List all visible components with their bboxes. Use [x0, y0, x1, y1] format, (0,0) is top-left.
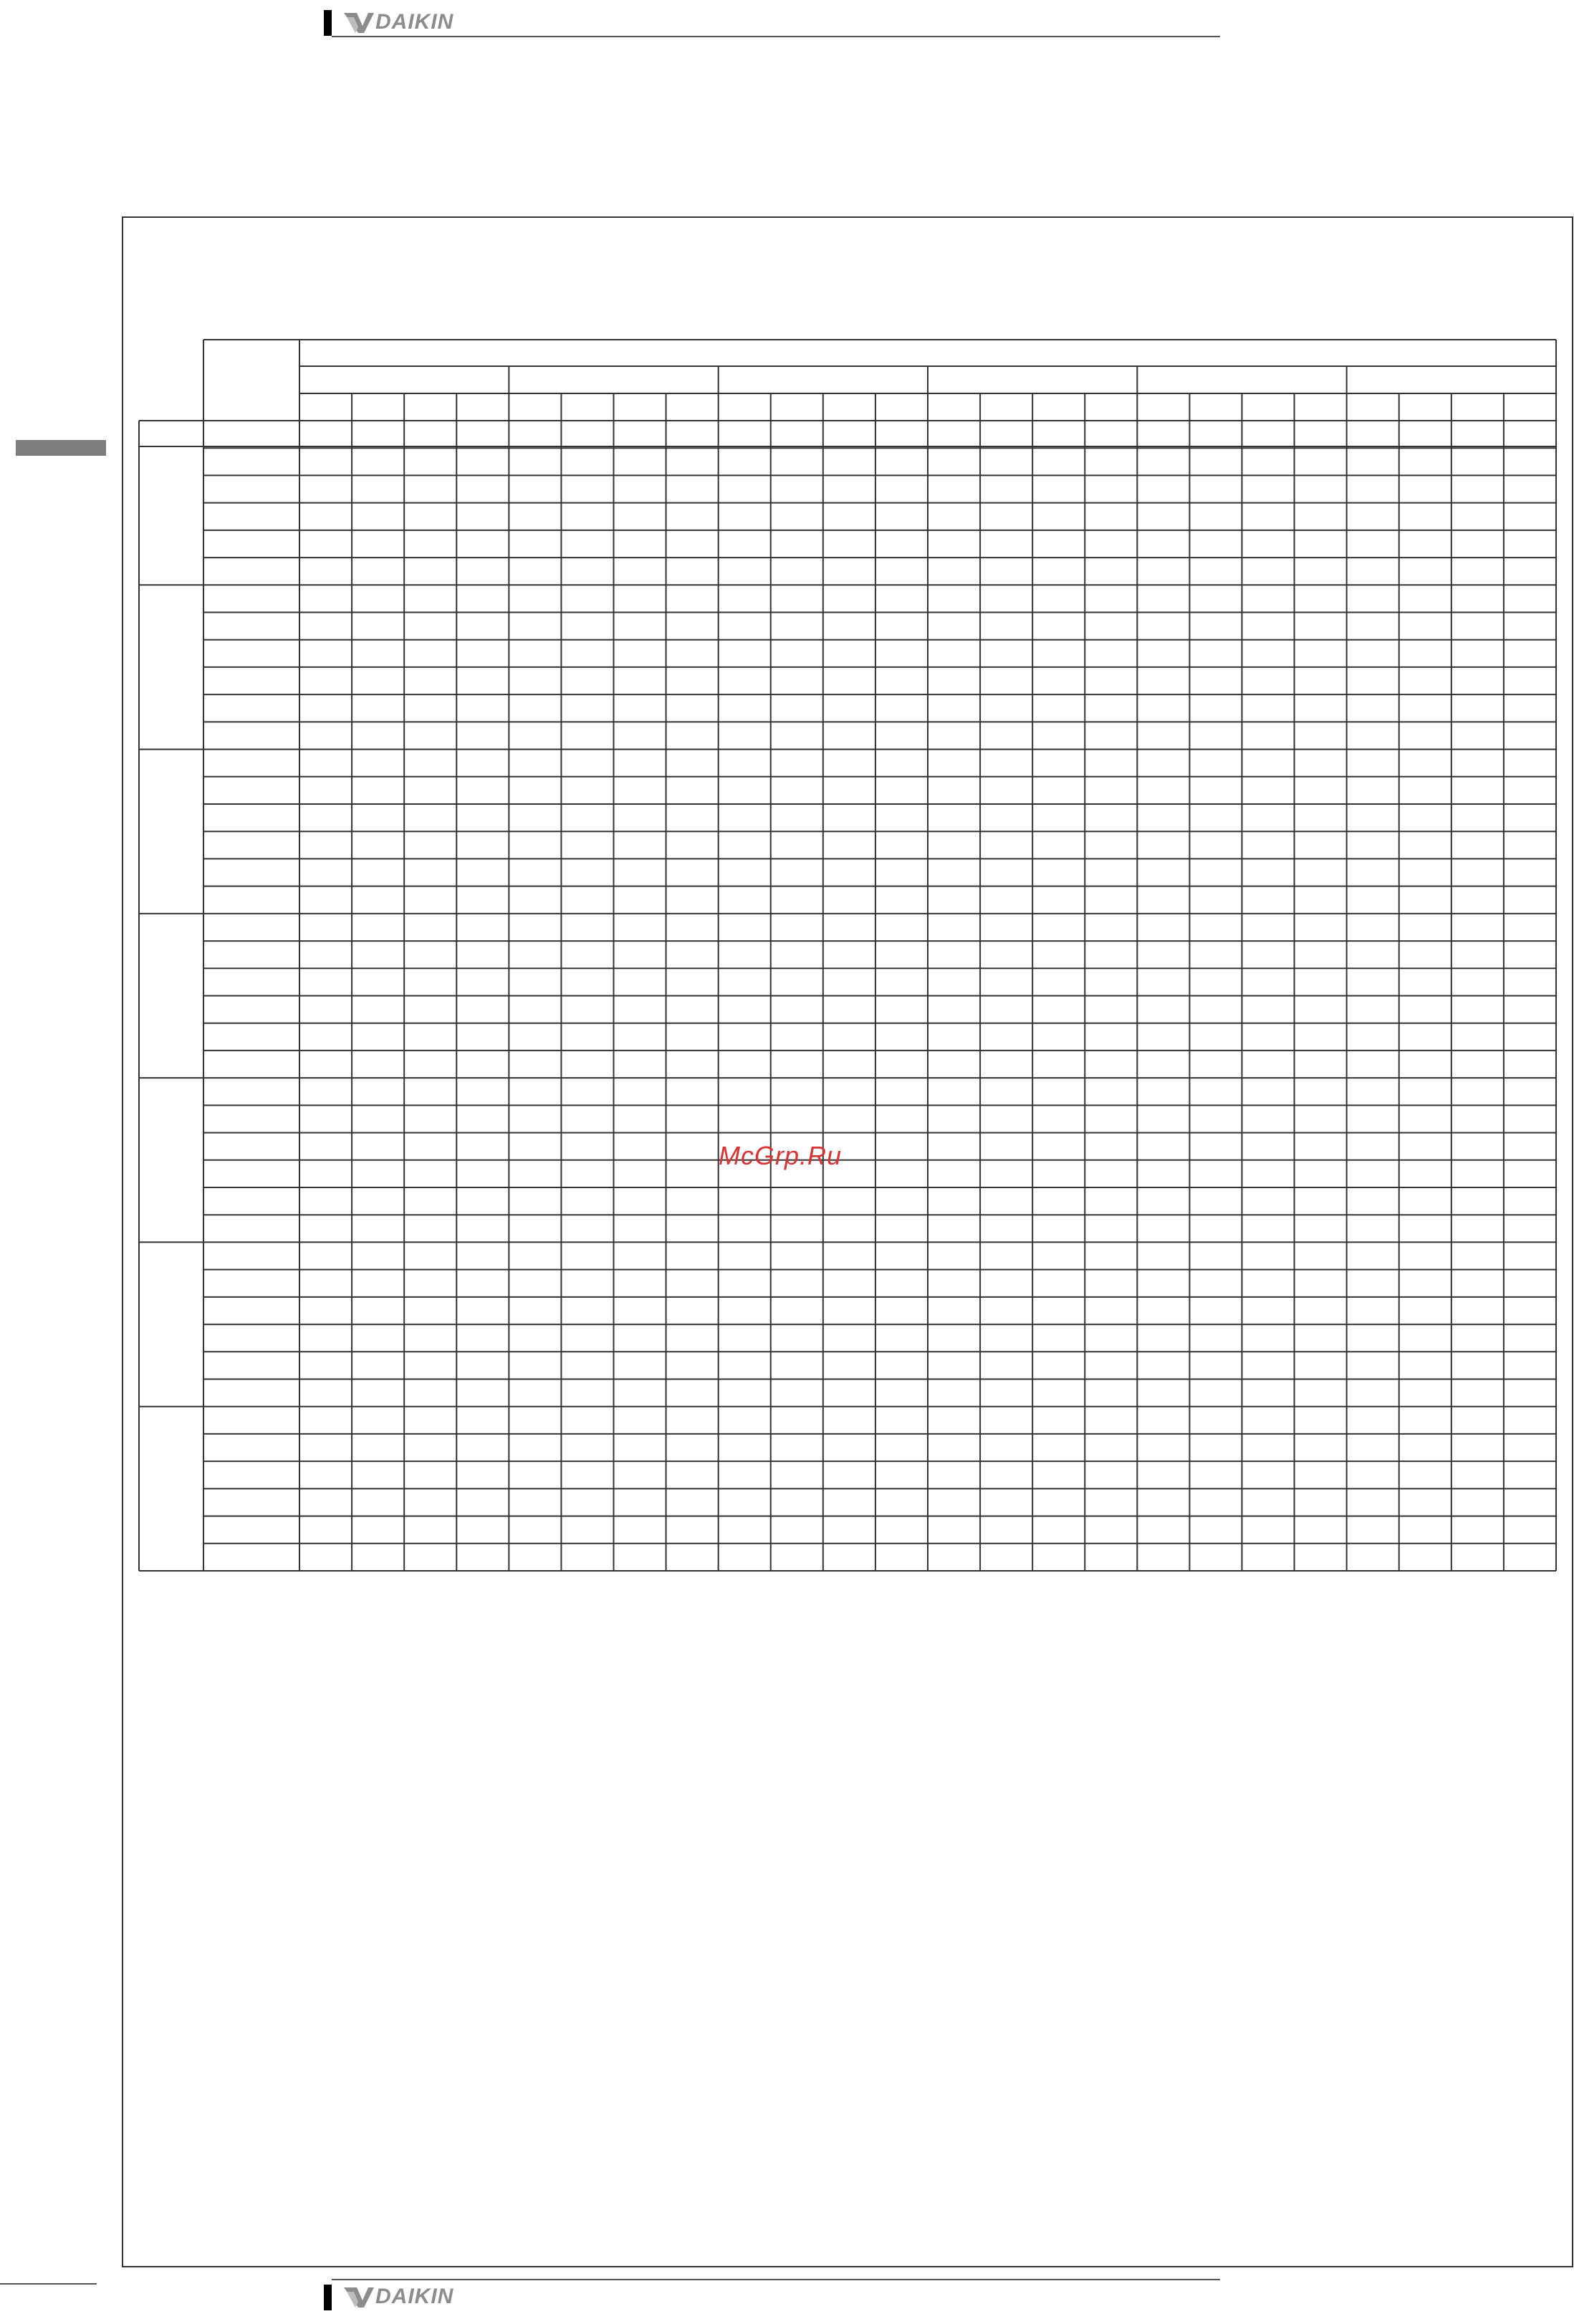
footer-left-rule [0, 2283, 97, 2285]
header-brand: DAIKIN [375, 10, 454, 34]
logo-bar [324, 2285, 332, 2310]
watermark: McGrp.Ru [719, 1141, 843, 1170]
daikin-logo-icon [344, 2286, 374, 2309]
footer-logo [324, 2285, 1219, 2309]
footer-rule [332, 2279, 1220, 2280]
footer-brand: DAIKIN [375, 2285, 454, 2308]
